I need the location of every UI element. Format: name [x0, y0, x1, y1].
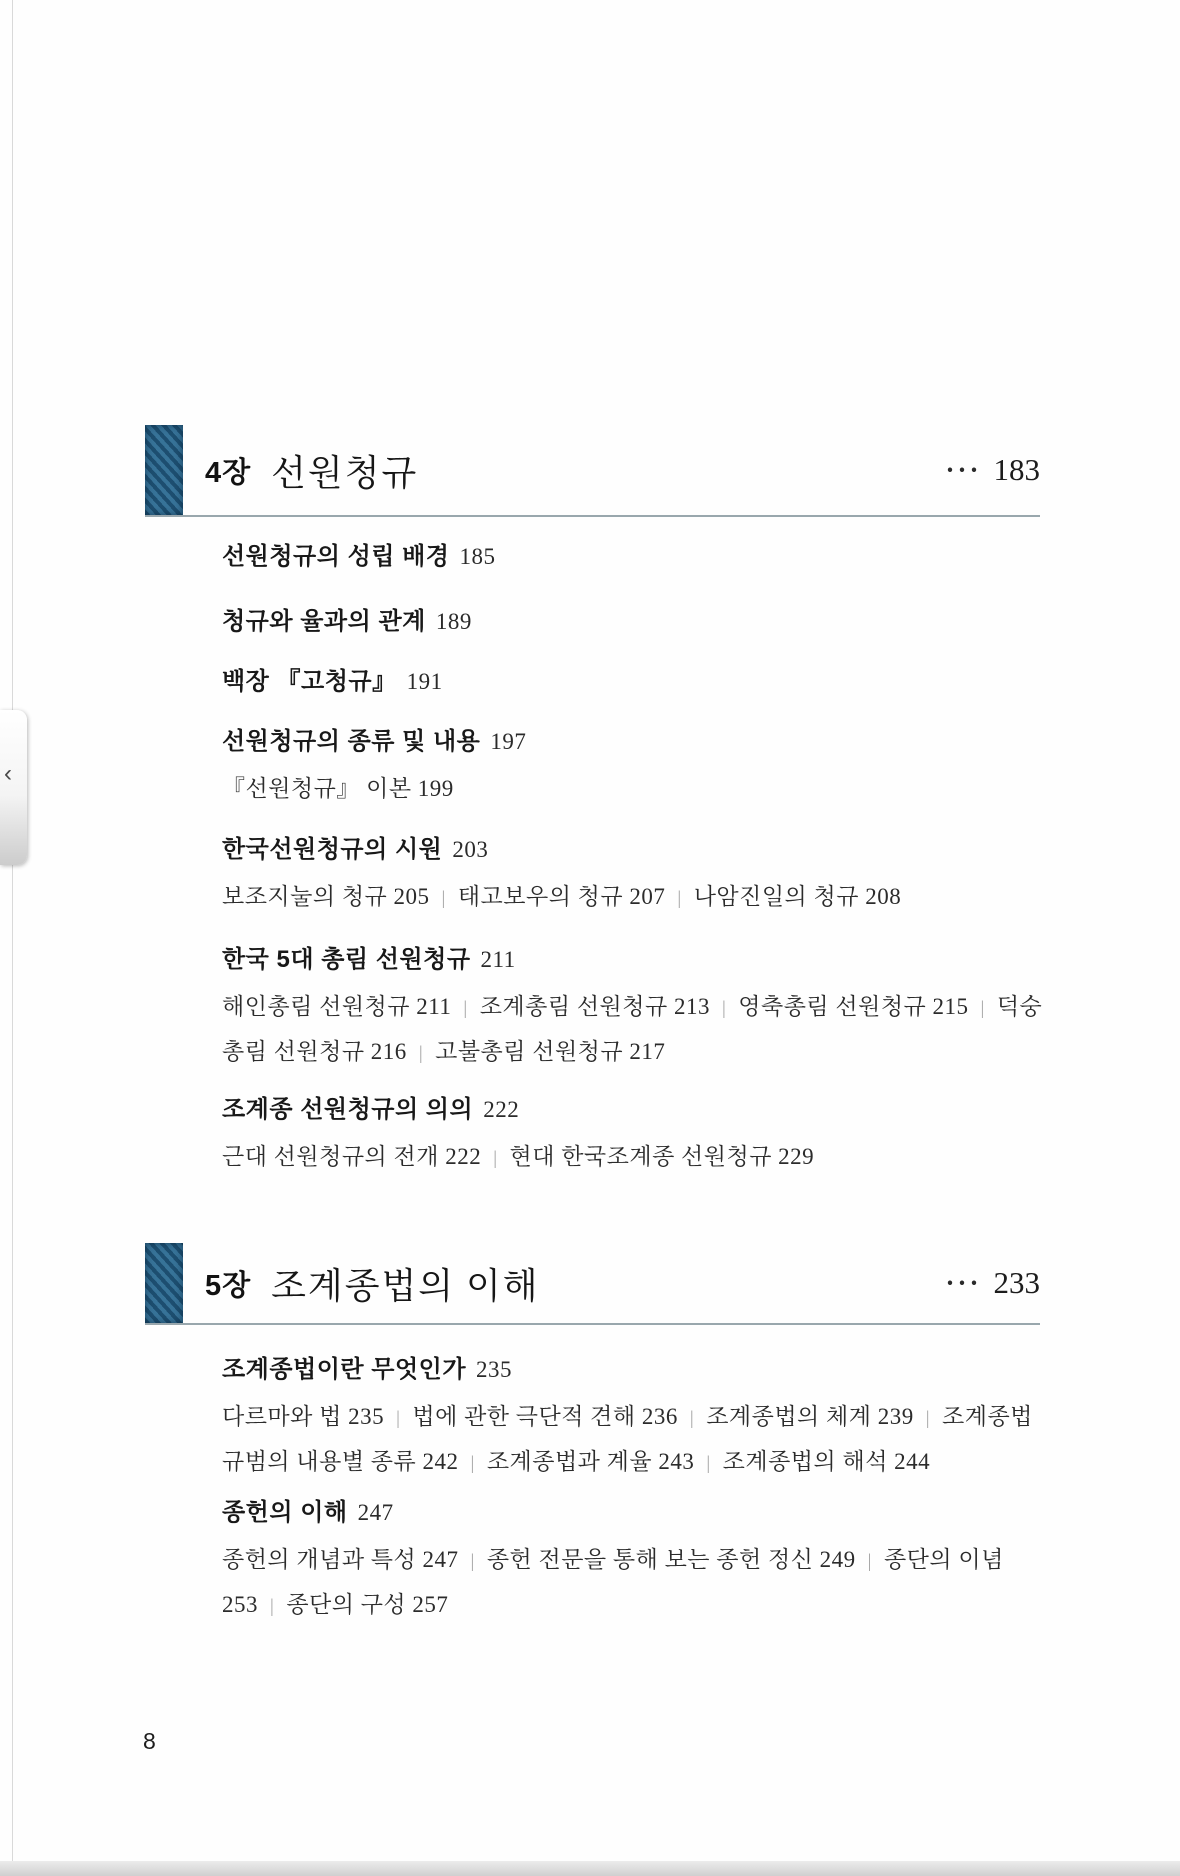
sub-entry: 나암진일의 청규 208	[693, 884, 902, 909]
entry-divider: |	[418, 1043, 424, 1064]
entry-divider: |	[925, 1408, 931, 1429]
toc-section	[222, 542, 1044, 572]
chapter-title: 조계종법의 이해	[271, 1265, 540, 1306]
chapter-number: 5장	[205, 1269, 252, 1302]
sub-entry: 조계종법과 계율 243	[486, 1449, 695, 1474]
chapter-4-header	[145, 425, 1040, 515]
toc-section	[222, 1355, 1044, 1485]
chapter-ornament	[145, 425, 183, 515]
sub-entry: 영축총림 선원청규 215	[738, 994, 969, 1019]
sub-entry: 종헌 전문을 통해 보는 종헌 정신 249	[486, 1547, 856, 1572]
sub-entries	[222, 1395, 1044, 1485]
sub-entry: 고불총림 선원청규 217	[435, 1039, 666, 1064]
sub-entry: 현대 한국조계종 선원청규 229	[509, 1144, 815, 1169]
scan-page-edge-line	[12, 0, 13, 1862]
sub-entries	[222, 1135, 1044, 1180]
entry-divider: |	[706, 1453, 711, 1474]
entry-divider: |	[396, 1408, 401, 1429]
entry-divider: |	[980, 998, 985, 1019]
section-page-number: 197	[490, 729, 527, 754]
toc-section	[222, 945, 1044, 1075]
sub-entry: 보조지눌의 청규 205	[222, 884, 430, 909]
chapter-page-number: 233	[993, 1265, 1040, 1300]
entry-divider: |	[470, 1551, 475, 1572]
section-heading: 선원청규의 성립 배경 185	[222, 543, 496, 570]
sub-entries	[222, 875, 1044, 920]
folio-page-number: 8	[143, 1728, 156, 1754]
leader-dots: ···	[945, 1267, 982, 1298]
chapter-page-number: 183	[993, 452, 1040, 487]
chapter-rule	[145, 515, 1040, 517]
sub-entry: 다르마와 법 235	[222, 1404, 385, 1429]
section-heading: 종헌의 이해 247	[222, 1499, 394, 1526]
entry-divider: |	[270, 1596, 275, 1617]
sub-entry: 덕숭총림 선원청규 216	[222, 994, 1043, 1064]
chapter-rule	[145, 1323, 1040, 1325]
section-page-number: 185	[459, 544, 496, 569]
chapter-ornament	[145, 1243, 183, 1323]
toc-section	[222, 835, 1044, 920]
toc-section	[222, 1095, 1044, 1180]
sub-entry: 해인총림 선원청규 211	[222, 994, 452, 1019]
section-page-number: 235	[476, 1357, 513, 1382]
sub-entry: 조계종법의 해석 244	[722, 1449, 931, 1474]
sub-entry: 법에 관한 극단적 견해 236	[412, 1404, 678, 1429]
entry-divider: |	[441, 888, 446, 909]
sub-entry: 『선원청규』 이본 199	[222, 776, 454, 801]
section-heading: 백장 『고청규』 191	[222, 668, 443, 695]
leader-dots: ···	[945, 454, 982, 485]
entry-divider: |	[463, 998, 468, 1019]
toc-section	[222, 727, 1044, 810]
entry-divider: |	[721, 998, 727, 1019]
section-heading: 한국선원청규의 시원 203	[222, 836, 489, 863]
section-page-number: 222	[483, 1097, 520, 1122]
section-heading: 청규와 율과의 관계 189	[222, 608, 472, 635]
section-page-number: 189	[435, 609, 472, 634]
sub-entry: 조계총림 선원청규 213	[479, 994, 710, 1019]
section-heading: 한국 5대 총림 선원청규 211	[222, 946, 516, 973]
chapter-number: 4장	[205, 456, 252, 489]
section-page-number: 191	[406, 669, 443, 694]
chapter-5-header	[145, 1243, 1040, 1323]
sub-entry: 조계종법의 체계 239	[706, 1404, 914, 1429]
entry-divider: |	[493, 1148, 498, 1169]
sub-entries	[222, 985, 1044, 1075]
toc-section	[222, 607, 1044, 637]
sub-entry: 종단의 구성 257	[286, 1592, 449, 1617]
section-heading: 조계종법이란 무엇인가 235	[222, 1356, 513, 1383]
toc-section	[222, 1498, 1044, 1628]
sub-entry: 근대 선원청규의 전개 222	[222, 1144, 482, 1169]
sub-entries	[222, 1538, 1044, 1628]
toc-section	[222, 667, 1044, 697]
sub-entry: 태고보우의 청규 207	[457, 884, 666, 909]
scan-bottom-edge	[0, 1861, 1180, 1876]
section-page-number: 211	[480, 947, 516, 972]
chapter-title: 선원청규	[271, 452, 419, 493]
section-page-number: 247	[357, 1500, 394, 1525]
sidebar-collapse-handle[interactable]	[0, 710, 27, 865]
section-heading: 선원청규의 종류 및 내용 197	[222, 728, 527, 755]
chevron-left-icon: ‹	[4, 760, 12, 787]
sub-entry: 종단의 이념 253	[222, 1547, 1004, 1617]
entry-divider: |	[689, 1408, 695, 1429]
sub-entry: 조계종법 규범의 내용별 종류 242	[222, 1404, 1033, 1474]
section-page-number: 203	[452, 837, 489, 862]
entry-divider: |	[677, 888, 682, 909]
entry-divider: |	[470, 1453, 475, 1474]
sub-entry: 종헌의 개념과 특성 247	[222, 1547, 459, 1572]
section-heading: 조계종 선원청규의 의의 222	[222, 1096, 520, 1123]
sub-entries	[222, 767, 1044, 810]
entry-divider: |	[867, 1551, 872, 1572]
